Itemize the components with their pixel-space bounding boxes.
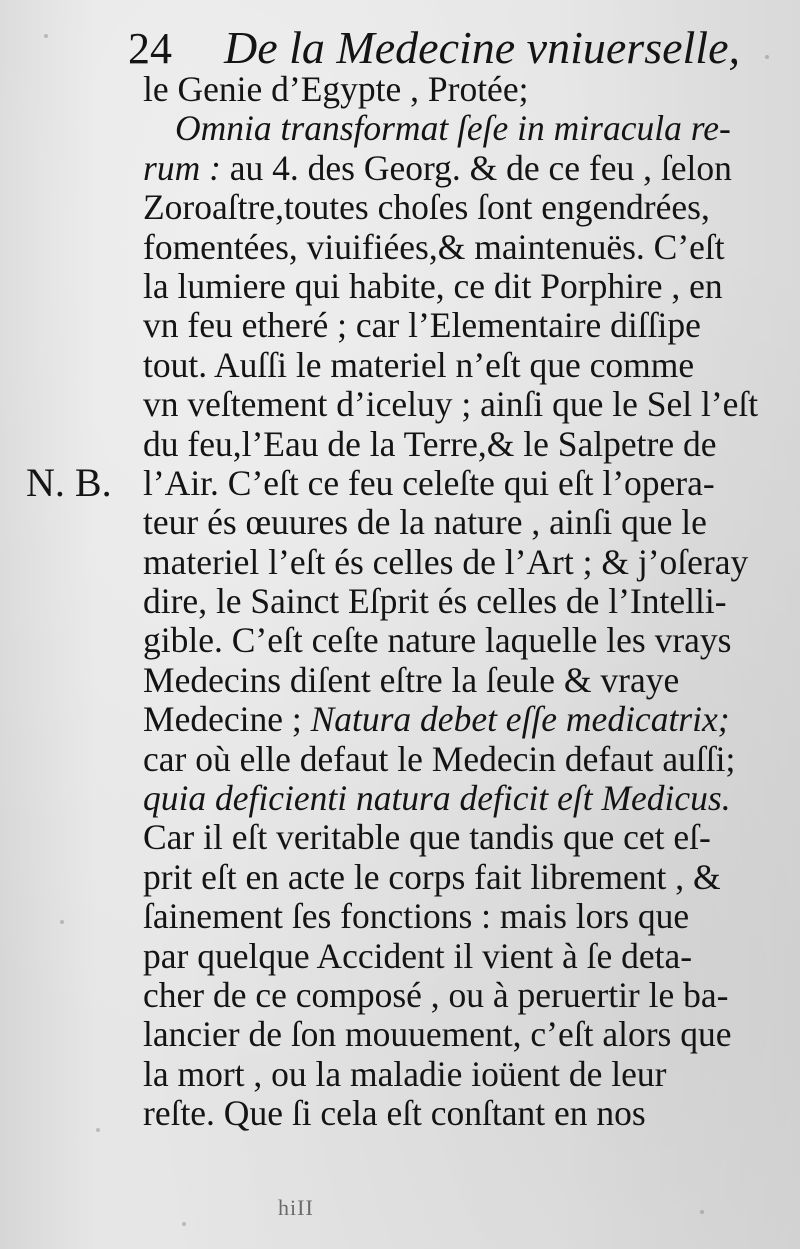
text-line [143,543,773,582]
roman-text: gible. C’eſt ceſte nature laquelle les vrays [143,621,732,661]
text-line [143,976,773,1015]
margin-note: N. B. [26,460,112,505]
roman-text: car où elle defaut le Medecin defaut auſſi; [143,739,736,779]
roman-text: ſainement ſes fonctions : mais lors que [143,897,690,937]
text-line [143,818,773,857]
text-line [143,621,773,660]
page-header [128,18,768,78]
roman-text: au 4. des Georg. & de ce feu , ſelon [229,148,732,188]
running-title: De la Medecine vniuerselle, [224,22,740,73]
paper-speck [44,34,48,38]
paper-speck [700,1210,704,1214]
text-line [143,937,773,976]
italic-text: Omnia transformat ſeſe in miracula re- [175,109,731,149]
text-line [143,188,773,227]
roman-text: vn feu etheré ; car l’Elementaire diſſipe [143,306,701,346]
roman-text: du feu,l’Eau de la Terre,& le Salpetre de [143,424,717,464]
roman-text: par quelque Accident il vient à ſe deta- [143,936,693,976]
text-line [143,661,773,700]
text-line [143,582,773,621]
footer-mark: hiII [278,1195,314,1220]
italic-text: quia deficienti natura deficit eſt Medicus. [143,779,731,819]
text-line [143,149,773,188]
text-line [143,464,773,503]
roman-text: prit eſt en acte le corps fait librement , & [143,857,721,897]
text-line [143,267,773,306]
text-line [143,740,773,779]
italic-text: Natura debet eſſe medicatrix; [310,700,730,740]
roman-text: l’Air. C’eſt ce feu celeſte qui eſt l’opera- [143,463,715,503]
text-line [143,1055,773,1094]
roman-text: fomentées, viuifiées,& maintenuës. C’eſt [143,227,725,267]
paper-speck [96,1128,100,1132]
roman-text: Car il eſt veritable que tandis que cet eſ- [143,818,711,858]
text-line [143,70,773,109]
roman-text: Medecins diſent eſtre la ſeule & vraye [143,660,680,700]
roman-text: le Genie d’Egypte , Protée; [143,70,529,109]
roman-text: cher de ce composé , ou à peruertir le ba- [143,975,729,1015]
roman-text: la mort , ou la maladie ioüent de leur [143,1054,667,1094]
text-line [143,503,773,542]
text-line [143,858,773,897]
roman-text: Medecine ; [143,700,311,740]
roman-text: Zoroaſtre,toutes choſes ſont engendrées, [143,188,710,228]
page-number: 24 [128,24,172,73]
roman-text: teur és œuures de la nature , ainſi que le [143,503,707,543]
text-line [143,1094,773,1133]
text-line [143,346,773,385]
text-line [143,779,773,818]
paper-speck [182,1222,186,1226]
body-text [143,70,773,1134]
roman-text: vn veſtement d’iceluy ; ainſi que le Sel l’eſt [143,385,759,425]
roman-text: la lumiere qui habite, ce dit Porphire , en [143,266,723,306]
roman-text: tout. Auſſi le materiel n’eſt que comme [143,345,695,385]
text-line [143,700,773,739]
text-line [143,306,773,345]
italic-text: rum : [143,148,230,188]
roman-text: reſte. Que ſi cela eſt conſtant en nos [143,1094,646,1134]
roman-text: dire, le Sainct Eſprit és celles de l’Intelli- [143,582,727,622]
text-line [143,1015,773,1054]
text-line [143,897,773,936]
text-line [143,109,773,148]
paper-speck [60,920,64,924]
roman-text: materiel l’eſt és celles de l’Art ; & j’oſeray [143,542,749,582]
text-line [143,425,773,464]
text-line [143,228,773,267]
text-line [143,385,773,424]
roman-text: lancier de ſon mouuement, c’eſt alors que [143,1015,732,1055]
